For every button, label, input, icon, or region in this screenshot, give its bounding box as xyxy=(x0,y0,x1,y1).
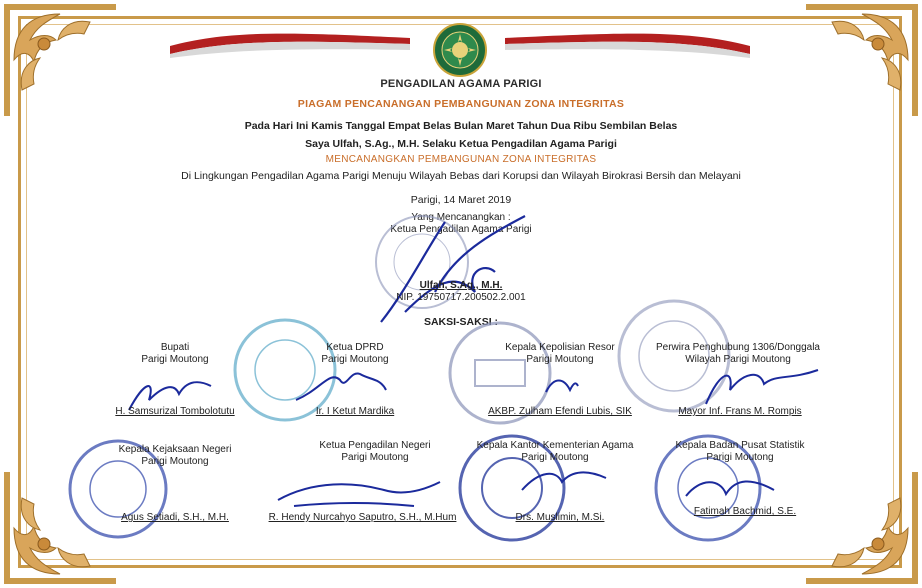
witness-name: Fatimah Bachmid, S.E. xyxy=(693,506,797,517)
witness-title: Kepala Kejaksaan Negeri xyxy=(118,444,232,455)
witness-title: Ketua DPRD xyxy=(326,342,384,353)
witness-name: H. Samsurizal Tombolotutu xyxy=(115,406,235,417)
declarer-name: Ulfah, S.Ag., M.H. xyxy=(419,280,503,291)
witness-title: Kepala Kepolisian Resor xyxy=(505,342,615,353)
witness-name: Agus Setiadi, S.H., M.H. xyxy=(121,512,229,523)
witness-subtitle: Wilayah Parigi Moutong xyxy=(685,354,791,365)
witness-block xyxy=(650,440,830,464)
ornamental-corner-icon xyxy=(802,468,922,588)
police-signature xyxy=(540,372,580,402)
military-signature xyxy=(700,360,824,410)
declarer-nip: NIP. 19750717.200502.2.001 xyxy=(396,292,526,303)
charter-date-line: Pada Hari Ini Kamis Tanggal Empat Belas Bulan Maret Tahun Dua Ribu Sembilan Belas xyxy=(244,120,678,132)
declarer-role: Ketua Pengadilan Agama Parigi xyxy=(390,224,532,235)
charter-title: PIAGAM PENCANANGAN PEMBANGUNAN ZONA INTEGRITAS xyxy=(297,98,625,110)
witness-subtitle: Parigi Moutong xyxy=(141,456,209,467)
environment-statement: Di Lingkungan Pengadilan Agama Parigi Menuju Wilayah Bebas dari Korupsi dan Wilayah Birokrasi Bersih dan Melayani xyxy=(181,170,741,182)
witness-name: Mayor Inf. Frans M. Rompis xyxy=(678,406,802,417)
charter-declarer-line: Saya Ulfah, S.Ag., M.H. Selaku Ketua Pengadilan Agama Parigi xyxy=(305,138,617,150)
place-date: Parigi, 14 Maret 2019 xyxy=(410,194,512,206)
witness-block xyxy=(100,444,250,468)
witness-name: AKBP. Zulham Efendi Lubis, SIK xyxy=(488,406,632,417)
declared-by-label: Yang Mencanangkan : xyxy=(411,212,511,223)
witness-name: R. Hendy Nurcahyo Saputro, S.H., M.Hum xyxy=(268,512,457,523)
court-emblem-icon xyxy=(432,22,488,78)
witness-subtitle: Parigi Moutong xyxy=(521,452,589,463)
witness-title: Kepala Badan Pusat Statistik xyxy=(675,440,805,451)
witness-title: Bupati xyxy=(160,342,190,353)
witness-subtitle: Parigi Moutong xyxy=(321,354,389,365)
ribbon-decoration xyxy=(170,28,410,58)
ribbon-decoration xyxy=(505,28,750,58)
witness-block xyxy=(290,342,420,366)
witnesses-label: SAKSI-SAKSI : xyxy=(423,316,499,328)
court-signature xyxy=(274,476,444,516)
witness-subtitle: Parigi Moutong xyxy=(706,452,774,463)
witness-subtitle: Parigi Moutong xyxy=(341,452,409,463)
witness-name: Ir. I Ketut Mardika xyxy=(315,406,395,417)
witness-block xyxy=(105,342,245,366)
witness-block xyxy=(470,440,640,464)
statistics-signature xyxy=(680,470,780,510)
witness-block xyxy=(648,342,828,366)
witness-subtitle: Parigi Moutong xyxy=(526,354,594,365)
declaration-heading: MENCANANGKAN PEMBANGUNAN ZONA INTEGRITAS xyxy=(325,154,597,165)
ministry-signature xyxy=(516,460,612,500)
chief-signature xyxy=(375,212,535,330)
witness-title: Perwira Penghubung 1306/Donggala xyxy=(655,342,820,353)
witness-name: Drs. Muslimin, M.Si. xyxy=(515,512,605,523)
witness-block xyxy=(290,440,460,464)
witness-title: Kepala Kantor Kementerian Agama xyxy=(476,440,634,451)
dprd-signature xyxy=(290,360,390,412)
witness-title: Ketua Pengadilan Negeri xyxy=(319,440,431,451)
witness-block xyxy=(480,342,640,366)
witness-subtitle: Parigi Moutong xyxy=(141,354,209,365)
institution-name: PENGADILAN AGAMA PARIGI xyxy=(380,78,542,90)
